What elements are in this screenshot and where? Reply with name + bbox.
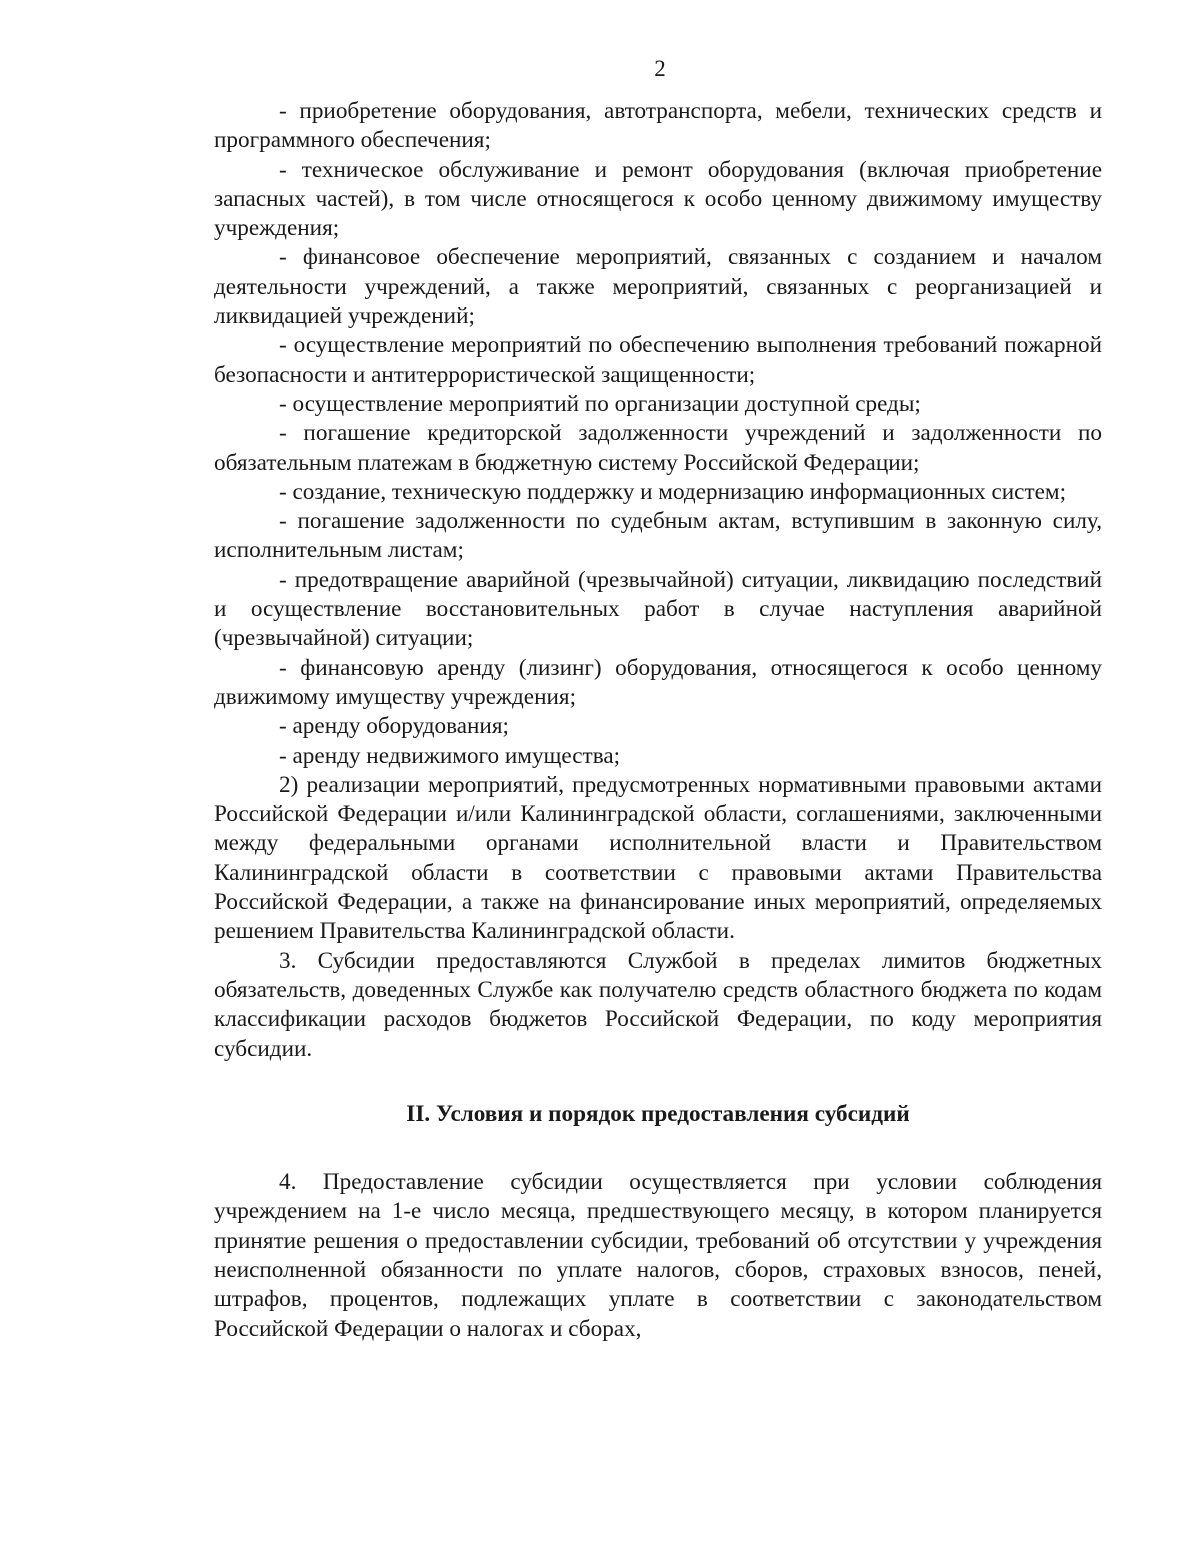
document-body [214, 97, 1102, 1344]
clause-2-measures: 2) реализации мероприятий, предусмотренных нормативными правовыми актами Российской Федерации и/или Калининградской области, соглашениями, заключенными между федеральными органами исполнительной власти и Правительством Калининградской области в соответствии с правовыми актами Правительства Российской Федерации, а также на финансирование иных мероприятий, определяемых решением Правительства Калининградской области. [214, 771, 1102, 945]
list-item-emergency: - предотвращение аварийной (чрезвычайной) ситуации, ликвидацию последствий и осуществление восстановительных работ в случае наступления аварийной (чрезвычайной) ситуации; [214, 566, 1102, 652]
list-item-court-debts: - погашение задолженности по судебным актам, вступившим в законную силу, исполнительным листам; [214, 508, 1102, 564]
clause-4-conditions: 4. Предоставление субсидии осуществляется при условии соблюдения учреждением на 1-е число месяца, предшествующего месяцу, в котором планируется принятие решения о предоставлении субсидии, требований об отсутствии у учреждения неисполненной обязанности по уплате налогов, сборов, страховых взносов, пеней, штрафов, процентов, подлежащих уплате в соответствии с законодательством Российской Федерации о налогах и сборах, [214, 1169, 1102, 1342]
list-item-real-estate-rent: - аренду недвижимого имущества; [279, 742, 621, 769]
list-item-equipment-rent: - аренду оборудования; [279, 713, 509, 740]
spacer [214, 1129, 1102, 1168]
list-item-financial-support: - финансовое обеспечение мероприятий, связанных с созданием и началом деятельности учреждений, а также мероприятий, связанных с реорганизацией и ликвидацией учреждений; [214, 244, 1102, 330]
list-item-fire-safety: - осуществление мероприятий по обеспечению выполнения требований пожарной безопасности и антитеррористической защищенности; [214, 332, 1102, 388]
page-number: 2 [654, 56, 666, 81]
spacer [214, 1064, 1102, 1100]
list-item-equipment-purchase: - приобретение оборудования, автотранспорта, мебели, технических средств и программного обеспечения; [214, 98, 1102, 154]
section-heading: II. Условия и порядок предоставления субсидий [406, 1100, 910, 1127]
list-item-maintenance: - техническое обслуживание и ремонт оборудования (включая приобретение запасных частей), в том числе относящегося к особо ценному движимому имуществу учреждения; [214, 156, 1102, 242]
list-item-leasing: - финансовую аренду (лизинг) оборудования, относящегося к особо ценному движимому имуществу учреждения; [214, 654, 1102, 710]
list-item-information-systems: - создание, техническую поддержку и модернизацию информационных систем; [279, 478, 1067, 505]
list-item-accessible-environment: - осуществление мероприятий по организации доступной среды; [279, 390, 921, 417]
list-item-debt-repayment: - погашение кредиторской задолженности учреждений и задолженности по обязательным платежам в бюджетную систему Российской Федерации; [214, 420, 1102, 476]
clause-3-subsidies: 3. Субсидии предоставляются Службой в пределах лимитов бюджетных обязательств, доведенных Службе как получателю средств областного бюджета по кодам классификации расходов бюджетов Российской Федерации, по коду мероприятия субсидии. [214, 947, 1102, 1062]
